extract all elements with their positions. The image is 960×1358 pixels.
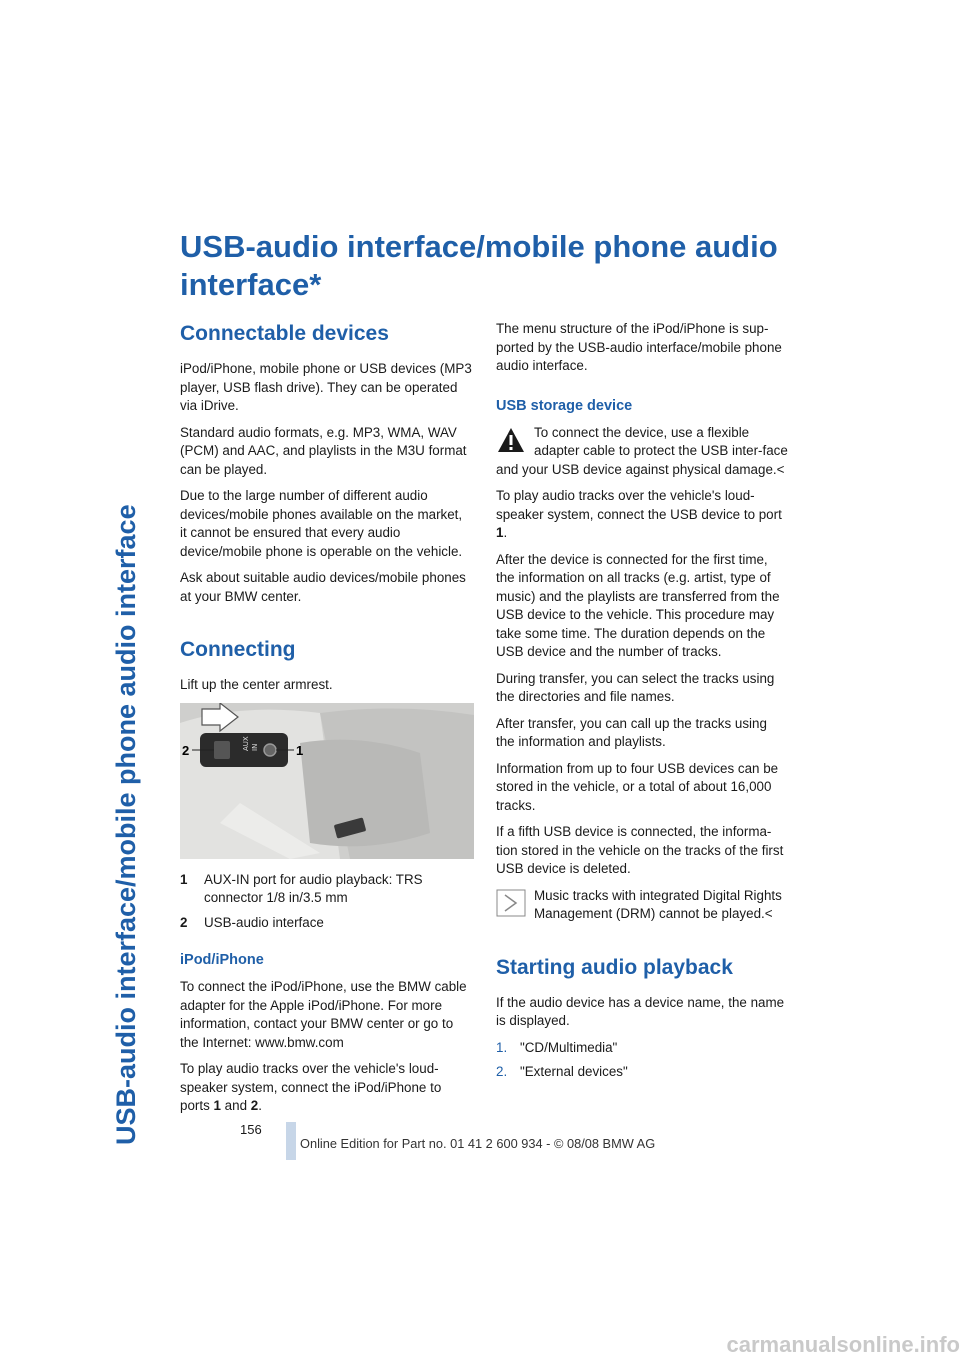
armrest-port-photo: [180, 703, 474, 859]
legend-item: 2 USB-audio interface: [180, 914, 324, 930]
footer-bar: [286, 1122, 296, 1160]
paragraph: The menu structure of the iPod/iPhone is sup-ported by the USB-audio interface/mobile phone audio interface.: [496, 321, 782, 373]
side-tab: USB-audio interface/mobile phone audio interface: [111, 504, 141, 1145]
footer-text: Online Edition for Part no. 01 41 2 600 934 - © 08/08 BMW AG: [300, 1136, 656, 1151]
paragraph: Due to the large number of different audio devices/mobile phones available on the market, it cannot be ensured that every audio device/mobile phone is operable on the vehicle.: [180, 488, 463, 559]
heading-connecting: Connecting: [180, 638, 296, 661]
paragraph: iPod/iPhone, mobile phone or USB devices (MP3 player, USB flash drive). They can be operated via iDrive.: [180, 361, 472, 413]
paragraph: During transfer, you can select the tracks using the directories and file names.: [496, 670, 775, 704]
heading-start-playback: Starting audio playback: [496, 955, 733, 979]
paragraph: To play audio tracks over the vehicle's loud-speaker system, connect the USB device to port 1.: [496, 488, 782, 540]
paragraph: After transfer, you can call up the tracks using the information and playlists.: [496, 715, 767, 749]
page-number: 156: [240, 1122, 262, 1137]
paragraph: Lift up the center armrest.: [180, 677, 333, 692]
info-note: Music tracks with integrated Digital Rights Management (DRM) cannot be played.<: [496, 887, 788, 924]
step-item: 1. "CD/Multimedia": [496, 1039, 618, 1055]
page-title: USB-audio interface/mobile phone audio interface*: [180, 229, 778, 302]
watermark: carmanualsonline.info: [726, 1332, 960, 1357]
paragraph: If the audio device has a device name, the name is displayed.: [496, 994, 785, 1028]
paragraph: Ask about suitable audio devices/mobile phones at your BMW center.: [180, 570, 466, 604]
heading-connectable: Connectable devices: [180, 322, 389, 345]
warning-note: To connect the device, use a flexible adapter cable to protect the USB inter-face and your USB device against physical damage.<: [496, 424, 788, 477]
legend-item: 1 AUX-IN port for audio playback: TRS connector 1/8 in/3.5 mm: [180, 871, 423, 905]
left-column: [180, 320, 472, 1124]
callout-1: 1: [296, 742, 304, 758]
warning-icon: [496, 426, 526, 454]
right-column: [496, 320, 788, 1088]
step-item: 2. "External devices": [496, 1064, 628, 1079]
heading-ipod: iPod/iPhone: [180, 952, 264, 968]
armrest-illustration: [180, 703, 474, 859]
in-text: IN: [251, 743, 259, 751]
paragraph: If a fifth USB device is connected, the informa-tion stored in the vehicle on the tracks of the first USB device is deleted.: [496, 824, 784, 876]
callout-2: 2: [182, 742, 190, 758]
paragraph: To play audio tracks over the vehicle's loud-speaker system, connect the iPod/iPhone to ports 1 and 2.: [180, 1061, 442, 1113]
note-arrow-icon: [496, 889, 526, 917]
heading-usb: USB storage device: [496, 397, 633, 414]
paragraph: After the device is connected for the first time, the information on all tracks (e.g. artist, type of music) and the playlists are transferred from the USB device to the vehicle. This procedure may take some time. The duration depends on the USB device and the number of tracks.: [496, 551, 780, 659]
paragraph: To connect the iPod/iPhone, use the BMW cable adapter for the Apple iPod/iPhone. For more information, contact your BMW center or go to the Internet: www.bmw.com: [180, 979, 467, 1050]
paragraph: Information from up to four USB devices can be stored in the vehicle, or a total of about 16,000 tracks.: [496, 760, 779, 813]
paragraph: Standard audio formats, e.g. MP3, WMA, WAV (PCM) and AAC, and playlists in the M3U format can be played.: [180, 424, 467, 477]
aux-text: AUX: [242, 735, 250, 751]
